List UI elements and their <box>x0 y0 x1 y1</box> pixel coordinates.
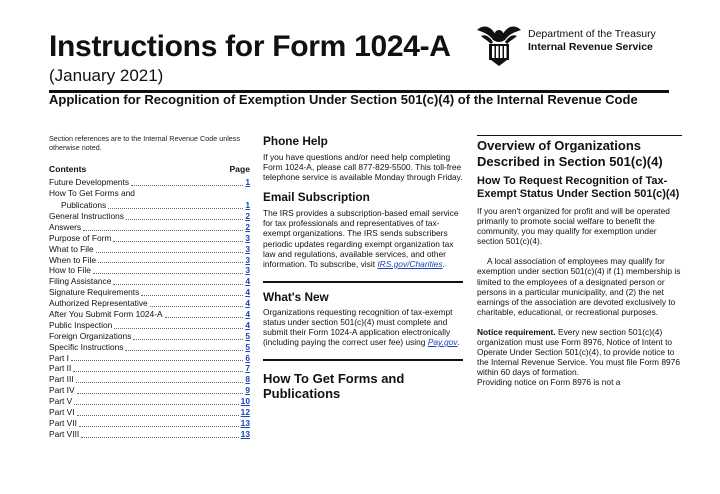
toc-page-link[interactable]: 6 <box>245 352 250 363</box>
toc-row[interactable] <box>49 255 250 266</box>
irs-label: Internal Revenue Service <box>528 41 653 53</box>
toc-row[interactable] <box>49 374 250 385</box>
toc-leader-dots <box>73 371 243 372</box>
toc-label: Part VII <box>49 417 77 428</box>
toc-page-link[interactable]: 8 <box>245 374 250 385</box>
toc-page-link[interactable]: 3 <box>245 265 250 276</box>
toc-page-link[interactable]: 4 <box>245 319 250 330</box>
toc-leader-dots <box>81 437 238 438</box>
toc-page-link[interactable]: 4 <box>245 298 250 309</box>
toc-label: Publications <box>61 200 107 211</box>
middle-column <box>263 135 463 401</box>
toc-page-link[interactable]: 3 <box>245 232 250 243</box>
toc-leader-dots <box>108 208 243 209</box>
pay-gov-link[interactable]: Pay.gov <box>427 337 458 348</box>
toc-leader-dots <box>131 185 243 186</box>
toc-page-link[interactable]: 12 <box>240 406 250 417</box>
toc-label: General Instructions <box>49 210 124 221</box>
toc-page-link[interactable]: 1 <box>245 200 250 211</box>
toc-leader-dots <box>77 393 244 394</box>
toc-label: Part IV <box>49 385 75 396</box>
toc-label: Specific Instructions <box>49 341 124 352</box>
toc-page-link[interactable]: 5 <box>245 330 250 341</box>
toc-row[interactable] <box>49 309 250 320</box>
toc-label: Future Developments <box>49 177 130 188</box>
whats-new-text: Organizations requesting recognition of tax-exempt status under section 501(c)(4) must complete and submit their Form 1024-A application electronically (including paying the correct user fee) using Pay.gov. <box>263 306 460 348</box>
toc-label: Foreign Organizations <box>49 330 132 341</box>
toc-row[interactable] <box>49 287 250 298</box>
left-column <box>49 135 250 440</box>
toc-leader-dots <box>141 295 243 296</box>
toc-page-link[interactable]: 3 <box>245 254 250 265</box>
overview-paragraph-2: A local association of employees may qualify for exemption under section 501(c)(4) if (1) membership is limited to the employees of a designated person or persons in a particular municipality, and (2) the net earnings of the association are devoted exclusively to charitable, educational, or recreational purposes. <box>477 256 681 317</box>
toc-leader-dots <box>98 262 243 263</box>
toc-row[interactable] <box>49 363 250 374</box>
toc-row <box>49 188 250 199</box>
toc-leader-dots <box>113 241 243 242</box>
toc-label: Answers <box>49 221 82 232</box>
toc-leader-dots <box>71 360 243 361</box>
overview-heading: Overview of Organizations Described in Section 501(c)(4) <box>477 138 663 169</box>
toc-leader-dots <box>76 382 244 383</box>
toc-row[interactable] <box>49 429 250 440</box>
email-subscription-heading: Email Subscription <box>263 190 370 205</box>
request-recognition-heading: How To Request Recognition of Tax-Exempt Status Under Section 501(c)(4) <box>477 175 680 200</box>
toc-row[interactable] <box>49 418 250 429</box>
page-title: Instructions for Form 1024-A <box>49 30 451 63</box>
toc-page-link[interactable]: 2 <box>245 210 250 221</box>
revision-date: (January 2021) <box>49 66 164 85</box>
section-divider <box>477 135 682 136</box>
section-divider <box>263 281 463 283</box>
toc-page-link[interactable]: 4 <box>245 276 250 287</box>
whats-new-heading: What's New <box>263 289 329 304</box>
toc-label: Authorized Representative <box>49 298 148 309</box>
toc-leader-dots <box>133 339 243 340</box>
irs-eagle-logo-icon <box>473 22 525 68</box>
toc-row[interactable] <box>49 211 250 222</box>
notice-requirement-continued: Providing notice on Form 8976 is not a <box>477 377 621 388</box>
toc-row[interactable] <box>49 276 250 287</box>
toc-row[interactable] <box>49 177 250 188</box>
how-to-get-forms-heading: How To Get Forms and Publications <box>263 371 405 402</box>
page-column-label: Page <box>229 164 250 175</box>
toc-row[interactable] <box>49 396 250 407</box>
toc-row[interactable] <box>49 407 250 418</box>
toc-page-link[interactable]: 5 <box>245 341 250 352</box>
toc-row[interactable] <box>49 353 250 364</box>
phone-help-heading: Phone Help <box>263 134 328 148</box>
overview-paragraph-1: If you aren't organized for profit and will be operated primarily to promote social welfare to benefit the community, you may qualify for exemption under section 501(c)(4). <box>477 206 670 247</box>
toc-row[interactable] <box>49 233 250 244</box>
section-references-note: Section references are to the Internal Revenue Code unless otherwise noted. <box>49 134 240 152</box>
department-label: Department of the Treasury <box>528 28 656 40</box>
toc-leader-dots <box>83 230 243 231</box>
toc-page-link[interactable]: 7 <box>245 363 250 374</box>
toc-label: How to File <box>49 265 91 276</box>
notice-requirement-paragraph: Notice requirement. Every new section 501(c)(4) organization must use Form 8976, Notice of Intent to Operate Under Section 501(c)(4), to provide notice to the Internal Revenue Service. You must file Form 8976 within 60 days of formation. <box>477 326 680 378</box>
toc-leader-dots <box>79 426 239 427</box>
toc-label: Part III <box>49 374 74 385</box>
phone-help-text: If you have questions and/or need help completing Form 1024-A, please call 877-829-5500. This toll-free telephone service is available Monday through Friday. <box>263 152 463 183</box>
toc-label: How To Get Forms and <box>49 188 135 199</box>
right-column <box>477 135 682 388</box>
toc-leader-dots <box>113 284 243 285</box>
toc-leader-dots <box>150 306 244 307</box>
toc-leader-dots <box>125 350 243 351</box>
toc-page-link[interactable]: 13 <box>240 417 250 428</box>
toc-page-link[interactable]: 3 <box>245 243 250 254</box>
toc-leader-dots <box>126 219 243 220</box>
toc-label: When to File <box>49 254 97 265</box>
toc-row[interactable] <box>49 244 250 255</box>
toc-leader-dots <box>74 404 238 405</box>
contents-header <box>49 164 250 174</box>
toc-label: Part VIII <box>49 428 80 439</box>
toc-row[interactable] <box>49 199 250 211</box>
toc-label: Filing Assistance <box>49 276 112 287</box>
toc-row[interactable] <box>49 385 250 396</box>
toc-label: Part V <box>49 396 73 407</box>
toc-row[interactable] <box>49 222 250 233</box>
toc-leader-dots <box>93 273 243 274</box>
toc-page-link[interactable]: 4 <box>245 287 250 298</box>
toc-page-link[interactable]: 10 <box>240 396 250 407</box>
toc-row[interactable] <box>49 298 250 309</box>
toc-page-link[interactable]: 1 <box>245 177 250 188</box>
irs-charities-link[interactable]: IRS.gov/Charities <box>377 258 443 269</box>
email-subscription-text: The IRS provides a subscription-based email service for tax professionals and representatives of tax-exempt organizations. The IRS sends subscribers periodic updates regarding exempt organization tax law and regulations, available services, and other information. To subscribe, visit IRS.gov/Charities. <box>263 208 459 269</box>
toc-page-link[interactable]: 4 <box>245 308 250 319</box>
toc-leader-dots <box>96 252 244 253</box>
toc-label: Part II <box>49 363 72 374</box>
toc-label: Signature Requirements <box>49 287 140 298</box>
toc-page-link[interactable]: 2 <box>245 221 250 232</box>
form-subtitle: Application for Recognition of Exemption Under Section 501(c)(4) of the Internal Revenue Code <box>49 92 638 107</box>
toc-label: What to File <box>49 243 94 254</box>
toc-page-link[interactable]: 9 <box>245 385 250 396</box>
toc-label: After You Submit Form 1024-A <box>49 308 163 319</box>
toc-row[interactable] <box>49 320 250 331</box>
toc-leader-dots <box>165 317 244 318</box>
toc-label: Public Inspection <box>49 319 113 330</box>
toc-label: Purpose of Form <box>49 232 112 243</box>
toc-row[interactable] <box>49 265 250 276</box>
toc-label: Part VI <box>49 406 75 417</box>
toc-label: Part I <box>49 352 70 363</box>
toc-page-link[interactable]: 13 <box>240 428 250 439</box>
contents-label: Contents <box>49 164 87 175</box>
toc-leader-dots <box>114 328 243 329</box>
toc-row[interactable] <box>49 331 250 342</box>
agency-name <box>528 28 656 54</box>
section-divider <box>263 359 463 361</box>
toc-row[interactable] <box>49 342 250 353</box>
toc-leader-dots <box>77 415 239 416</box>
table-of-contents <box>49 177 250 439</box>
